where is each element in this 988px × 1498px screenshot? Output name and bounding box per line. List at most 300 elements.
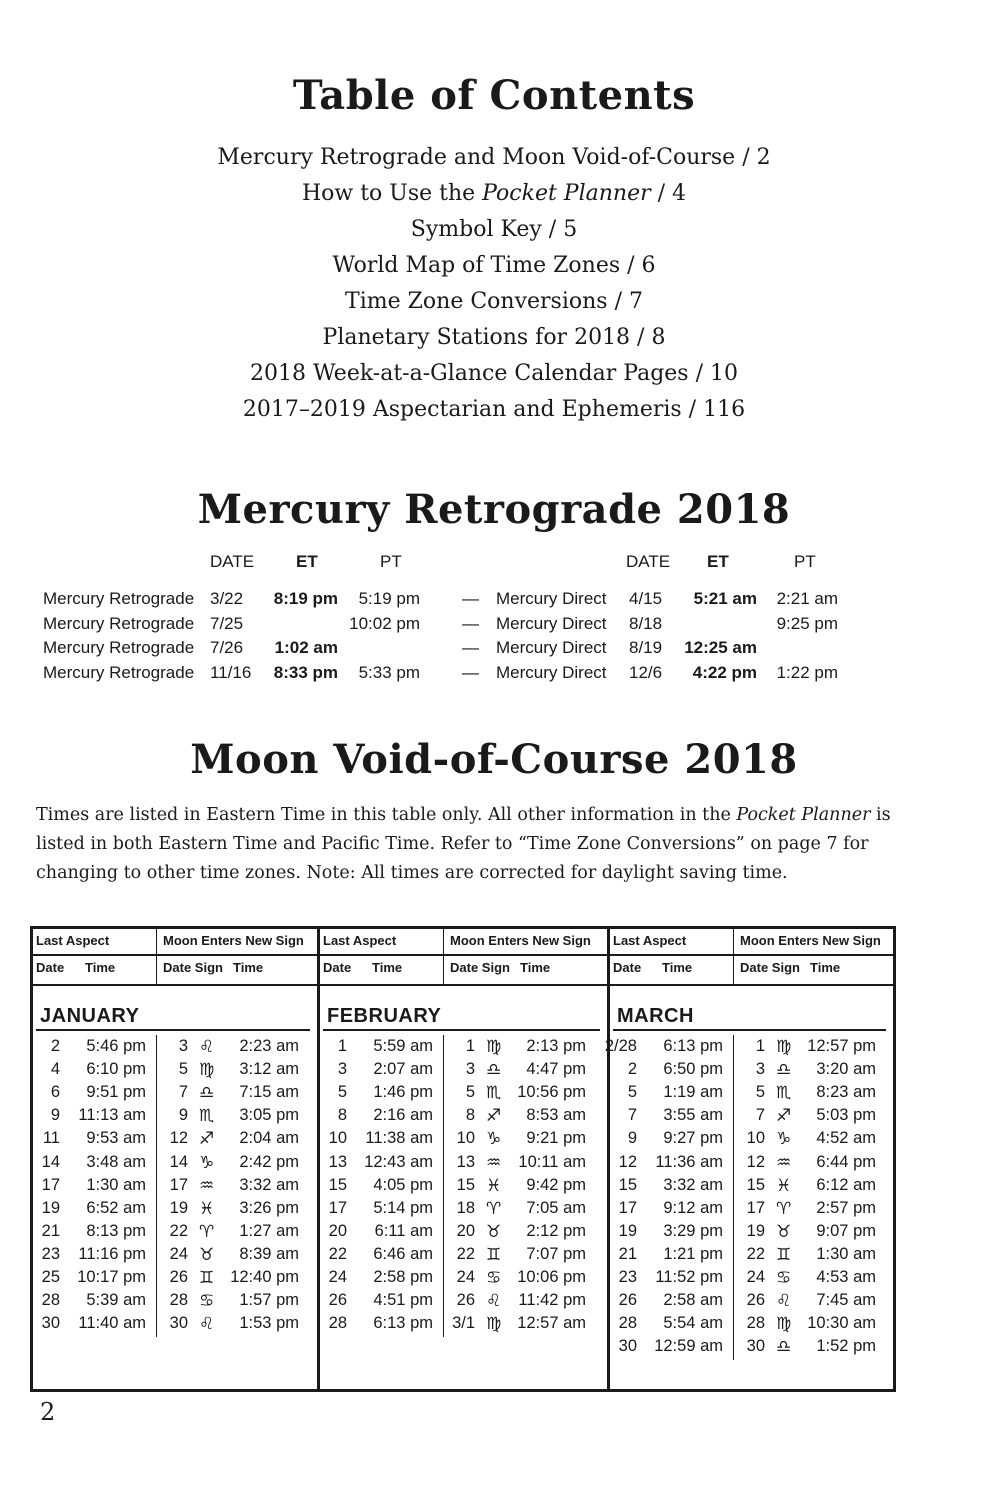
last-aspect-date: 9 bbox=[50, 1106, 60, 1125]
enter-date: 3 bbox=[755, 1060, 765, 1079]
enter-time: 10:56 pm bbox=[517, 1083, 586, 1102]
month-underline bbox=[323, 1029, 600, 1031]
enter-date: 12 bbox=[169, 1129, 188, 1148]
mercury-header-et: ET bbox=[296, 552, 318, 571]
header-inner-separator bbox=[156, 929, 157, 984]
month-name: JANUARY bbox=[40, 1005, 140, 1027]
last-aspect-date: 6 bbox=[50, 1083, 60, 1102]
last-aspect-time: 10:17 pm bbox=[77, 1268, 146, 1286]
voc-row bbox=[320, 1222, 600, 1245]
moon-intro-em: Pocket Planner bbox=[736, 805, 871, 825]
last-aspect-date: 7 bbox=[627, 1106, 637, 1125]
last-aspect-time: 11:40 am bbox=[78, 1314, 146, 1333]
moon-title: Moon Void-of-Course 2018 bbox=[190, 736, 798, 783]
aries-icon: ♈︎ bbox=[776, 1198, 792, 1219]
last-aspect-time: 12:59 am bbox=[654, 1337, 723, 1356]
toc-entry[interactable]: World Map of Time Zones / 6 bbox=[332, 253, 656, 278]
mercury-cell-r-label: Mercury Retrograde bbox=[43, 638, 195, 658]
mercury-title: Mercury Retrograde 2018 bbox=[197, 486, 791, 533]
month-underline bbox=[36, 1029, 310, 1031]
enter-time: 3:32 am bbox=[239, 1175, 299, 1194]
voc-row bbox=[610, 1083, 890, 1106]
enter-time: 1:30 am bbox=[816, 1244, 876, 1263]
page-number: 2 bbox=[40, 1398, 56, 1426]
leo-icon: ♌︎ bbox=[199, 1314, 215, 1335]
enter-date: 5 bbox=[178, 1060, 188, 1079]
enter-date: 28 bbox=[169, 1291, 188, 1310]
voc-row bbox=[610, 1268, 890, 1291]
enter-date: 1 bbox=[465, 1037, 475, 1055]
toc-entry-post: / 4 bbox=[650, 181, 687, 206]
header-time: Time bbox=[662, 960, 693, 975]
voc-row bbox=[610, 1199, 890, 1222]
last-aspect-date: 21 bbox=[41, 1221, 60, 1240]
last-aspect-date: 17 bbox=[328, 1198, 347, 1217]
enter-date: 22 bbox=[169, 1221, 188, 1240]
mercury-header-pt: PT bbox=[380, 552, 402, 571]
last-aspect-time: 11:52 pm bbox=[655, 1268, 723, 1286]
month-underline bbox=[613, 1029, 886, 1031]
last-aspect-time: 3:29 pm bbox=[663, 1221, 723, 1240]
pisces-icon: ♓︎ bbox=[486, 1175, 502, 1196]
last-aspect-date: 28 bbox=[328, 1314, 347, 1333]
enter-date: 17 bbox=[746, 1198, 765, 1217]
libra-icon: ♎︎ bbox=[776, 1337, 792, 1358]
mercury-cell-d-date: 8/18 bbox=[629, 613, 663, 633]
enter-time: 5:03 pm bbox=[816, 1106, 876, 1125]
enter-time: 4:47 pm bbox=[526, 1060, 586, 1079]
last-aspect-date: 9 bbox=[627, 1129, 637, 1148]
mercury-cell-r-date: 3/22 bbox=[210, 589, 244, 608]
enter-date: 19 bbox=[169, 1198, 188, 1217]
mercury-row bbox=[0, 638, 988, 662]
enter-date: 5 bbox=[755, 1083, 765, 1102]
voc-row bbox=[33, 1176, 313, 1199]
enter-time: 7:45 am bbox=[816, 1291, 876, 1310]
voc-row bbox=[33, 1245, 313, 1268]
header-date-sign: Date Sign bbox=[450, 960, 510, 975]
enter-time: 3:26 pm bbox=[239, 1198, 299, 1217]
enter-date: 3/1 bbox=[452, 1314, 475, 1333]
enter-date: 14 bbox=[169, 1152, 188, 1171]
enter-time: 10:11 am bbox=[518, 1152, 586, 1171]
enter-time: 1:27 am bbox=[239, 1221, 299, 1240]
enter-date: 10 bbox=[456, 1129, 475, 1148]
enter-date: 3 bbox=[465, 1060, 475, 1079]
header-moon-enters: Moon Enters New Sign bbox=[740, 933, 881, 948]
leo-icon: ♌︎ bbox=[776, 1291, 792, 1312]
enter-time: 9:21 pm bbox=[526, 1129, 586, 1148]
enter-date: 22 bbox=[456, 1244, 475, 1263]
capricorn-icon: ♑︎ bbox=[776, 1129, 792, 1150]
last-aspect-time: 6:13 pm bbox=[663, 1037, 723, 1055]
last-aspect-date: 10 bbox=[328, 1129, 347, 1148]
last-aspect-date: 15 bbox=[328, 1175, 347, 1194]
capricorn-icon: ♑︎ bbox=[199, 1152, 215, 1173]
enter-time: 8:39 am bbox=[239, 1244, 299, 1263]
last-aspect-time: 9:53 am bbox=[86, 1129, 146, 1148]
last-aspect-time: 5:59 am bbox=[373, 1037, 433, 1055]
mercury-cell-d-et: 5:21 am bbox=[693, 589, 757, 608]
last-aspect-time: 3:55 am bbox=[663, 1106, 723, 1125]
voc-row bbox=[320, 1083, 600, 1106]
enter-date: 22 bbox=[746, 1244, 765, 1263]
void-of-course-table bbox=[30, 926, 896, 1392]
toc-entry[interactable]: 2018 Week-at-a-Glance Calendar Pages / 10 bbox=[250, 361, 738, 386]
voc-row bbox=[610, 1291, 890, 1314]
header-date: Date bbox=[36, 960, 65, 975]
leo-icon: ♌︎ bbox=[199, 1037, 215, 1057]
header-time: Time bbox=[520, 960, 551, 975]
enter-time: 4:53 am bbox=[816, 1268, 876, 1286]
last-aspect-date: 25 bbox=[41, 1268, 60, 1286]
last-aspect-date: 23 bbox=[41, 1244, 60, 1263]
last-aspect-time: 1:30 am bbox=[86, 1175, 146, 1194]
voc-row bbox=[610, 1337, 890, 1360]
gemini-icon: ♊︎ bbox=[486, 1244, 502, 1265]
scorpio-icon: ♏︎ bbox=[776, 1083, 792, 1104]
header-date-sign: Date Sign bbox=[163, 960, 223, 975]
enter-date: 9 bbox=[178, 1106, 188, 1125]
cancer-icon: ♋︎ bbox=[199, 1291, 215, 1312]
last-aspect-time: 4:05 pm bbox=[373, 1175, 433, 1194]
moon-intro bbox=[36, 801, 936, 888]
last-aspect-date: 5 bbox=[627, 1083, 637, 1102]
last-aspect-time: 4:51 pm bbox=[373, 1291, 433, 1310]
mercury-cell-d-label: Mercury Direct bbox=[496, 589, 607, 608]
last-aspect-date: 13 bbox=[328, 1152, 347, 1171]
scorpio-icon: ♏︎ bbox=[486, 1083, 502, 1104]
voc-row bbox=[320, 1129, 600, 1152]
enter-time: 2:04 am bbox=[239, 1129, 299, 1148]
enter-time: 3:12 am bbox=[239, 1060, 299, 1079]
enter-time: 7:15 am bbox=[239, 1083, 299, 1102]
toc-entry-pre: How to Use the bbox=[301, 181, 483, 206]
enter-time: 8:53 am bbox=[526, 1106, 586, 1125]
header-time: Time bbox=[85, 960, 116, 975]
last-aspect-time: 6:52 am bbox=[86, 1198, 146, 1217]
last-aspect-date: 12 bbox=[618, 1152, 637, 1171]
voc-row bbox=[33, 1106, 313, 1129]
enter-time: 3:20 am bbox=[816, 1060, 876, 1079]
last-aspect-time: 6:13 pm bbox=[373, 1314, 433, 1333]
mercury-cell-d-et: 12:25 am bbox=[684, 638, 757, 658]
libra-icon: ♎︎ bbox=[199, 1083, 215, 1104]
last-aspect-date: 8 bbox=[337, 1106, 347, 1125]
sagittarius-icon: ♐︎ bbox=[199, 1129, 215, 1150]
header-last-aspect: Last Aspect bbox=[36, 933, 110, 948]
header-time: Time bbox=[233, 960, 264, 975]
moon-intro-pre: Times are listed in Eastern Time in this table only. All other information in the bbox=[36, 805, 737, 825]
taurus-icon: ♉︎ bbox=[776, 1221, 792, 1242]
mercury-row bbox=[0, 614, 988, 638]
sagittarius-icon: ♐︎ bbox=[776, 1106, 792, 1127]
gemini-icon: ♊︎ bbox=[776, 1244, 792, 1265]
last-aspect-date: 22 bbox=[328, 1244, 347, 1263]
mercury-header-pt: PT bbox=[794, 552, 816, 571]
enter-date: 5 bbox=[465, 1083, 475, 1102]
last-aspect-date: 21 bbox=[618, 1244, 637, 1263]
last-aspect-date: 26 bbox=[618, 1291, 637, 1310]
enter-date: 26 bbox=[456, 1291, 475, 1310]
voc-row bbox=[610, 1153, 890, 1176]
enter-time: 11:42 pm bbox=[518, 1291, 586, 1310]
enter-time: 8:23 am bbox=[816, 1083, 876, 1102]
enter-time: 6:44 pm bbox=[816, 1152, 876, 1171]
mercury-row bbox=[0, 589, 988, 613]
toc-entry[interactable]: Planetary Stations for 2018 / 8 bbox=[322, 325, 666, 350]
enter-date: 18 bbox=[456, 1198, 475, 1217]
enter-date: 15 bbox=[456, 1175, 475, 1194]
header-date-sign: Date Sign bbox=[740, 960, 800, 975]
libra-icon: ♎︎ bbox=[776, 1060, 792, 1081]
enter-time: 12:57 pm bbox=[807, 1037, 876, 1055]
last-aspect-time: 3:48 am bbox=[86, 1152, 146, 1171]
last-aspect-date: 26 bbox=[328, 1291, 347, 1310]
voc-row bbox=[320, 1291, 600, 1314]
last-aspect-date: 2/28 bbox=[604, 1037, 637, 1055]
mercury-cell-dash: — bbox=[462, 663, 479, 683]
header-last-aspect: Last Aspect bbox=[323, 933, 397, 948]
enter-time: 1:53 pm bbox=[239, 1314, 299, 1333]
enter-date: 28 bbox=[746, 1314, 765, 1333]
enter-date: 26 bbox=[746, 1291, 765, 1310]
mercury-cell-d-label: Mercury Direct bbox=[496, 663, 607, 683]
mercury-cell-r-et: 1:02 am bbox=[274, 638, 338, 658]
voc-row bbox=[33, 1291, 313, 1314]
enter-time: 1:52 pm bbox=[816, 1337, 876, 1356]
aries-icon: ♈︎ bbox=[199, 1221, 215, 1242]
scorpio-icon: ♏︎ bbox=[199, 1106, 215, 1127]
virgo-icon: ♍︎ bbox=[776, 1314, 792, 1335]
leo-icon: ♌︎ bbox=[486, 1291, 502, 1312]
enter-time: 3:05 pm bbox=[239, 1106, 299, 1125]
mercury-cell-r-date: 11/16 bbox=[210, 663, 252, 683]
last-aspect-date: 2 bbox=[627, 1060, 637, 1079]
enter-date: 7 bbox=[755, 1106, 765, 1125]
last-aspect-date: 17 bbox=[41, 1175, 60, 1194]
voc-row bbox=[604, 1037, 890, 1060]
last-aspect-date: 4 bbox=[50, 1060, 60, 1079]
mercury-cell-dash: — bbox=[462, 589, 479, 608]
enter-date: 20 bbox=[456, 1221, 475, 1240]
taurus-icon: ♉︎ bbox=[199, 1244, 215, 1265]
header-time: Time bbox=[810, 960, 841, 975]
last-aspect-time: 2:58 pm bbox=[373, 1268, 433, 1286]
enter-time: 2:57 pm bbox=[816, 1198, 876, 1217]
last-aspect-time: 9:27 pm bbox=[663, 1129, 723, 1148]
virgo-icon: ♍︎ bbox=[486, 1314, 502, 1335]
moon-intro-post: is listed in both Eastern Time and Pacific Time. Refer to “Time Zone Conversions” on page 7 for changing to other time zones. Note: All times are corrected for daylight saving time. bbox=[36, 805, 891, 883]
header-inner-separator bbox=[733, 929, 734, 984]
last-aspect-date: 19 bbox=[41, 1198, 60, 1217]
voc-row bbox=[33, 1199, 313, 1222]
last-aspect-time: 6:50 pm bbox=[663, 1060, 723, 1079]
last-aspect-time: 6:10 pm bbox=[86, 1060, 146, 1079]
voc-row bbox=[33, 1037, 313, 1060]
header-date: Date bbox=[323, 960, 352, 975]
gemini-icon: ♊︎ bbox=[199, 1268, 215, 1288]
enter-date: 3 bbox=[178, 1037, 188, 1055]
mercury-row bbox=[0, 663, 988, 687]
enter-time: 9:42 pm bbox=[526, 1175, 586, 1194]
last-aspect-time: 3:32 am bbox=[663, 1175, 723, 1194]
enter-date: 12 bbox=[746, 1152, 765, 1171]
mercury-cell-d-label: Mercury Direct bbox=[496, 613, 607, 633]
mercury-cell-d-pt: 9:25 pm bbox=[776, 613, 838, 633]
voc-row bbox=[610, 1129, 890, 1152]
last-aspect-date: 17 bbox=[618, 1198, 637, 1217]
enter-time: 2:13 pm bbox=[526, 1037, 586, 1055]
voc-row bbox=[33, 1268, 313, 1291]
enter-date: 7 bbox=[178, 1083, 188, 1102]
header-date: Date bbox=[613, 960, 642, 975]
enter-time: 10:30 am bbox=[807, 1314, 876, 1333]
capricorn-icon: ♑︎ bbox=[486, 1129, 502, 1150]
toc-list bbox=[0, 140, 988, 428]
toc-entry[interactable] bbox=[0, 176, 988, 212]
enter-date: 24 bbox=[456, 1268, 475, 1286]
voc-row bbox=[320, 1245, 600, 1268]
enter-time: 4:52 am bbox=[816, 1129, 876, 1148]
last-aspect-time: 2:16 am bbox=[373, 1106, 433, 1125]
toc-entry[interactable]: 2017–2019 Aspectarian and Ephemeris / 116 bbox=[242, 397, 746, 422]
mercury-cell-r-pt: 10:02 pm bbox=[349, 613, 420, 633]
voc-row bbox=[610, 1245, 890, 1268]
last-aspect-date: 28 bbox=[41, 1291, 60, 1310]
last-aspect-time: 9:12 am bbox=[663, 1198, 723, 1217]
mercury-cell-d-pt: 1:22 pm bbox=[776, 663, 838, 683]
mercury-cell-r-date: 7/25 bbox=[210, 613, 244, 633]
last-aspect-date: 1 bbox=[337, 1037, 347, 1055]
month-name: FEBRUARY bbox=[327, 1005, 442, 1027]
voc-row bbox=[610, 1314, 890, 1337]
last-aspect-date: 19 bbox=[618, 1221, 637, 1240]
header-rule bbox=[33, 954, 893, 956]
mercury-cell-r-pt: 5:33 pm bbox=[358, 663, 420, 683]
last-aspect-date: 2 bbox=[50, 1037, 60, 1055]
last-aspect-date: 28 bbox=[618, 1314, 637, 1333]
mercury-cell-d-label: Mercury Direct bbox=[496, 638, 607, 658]
last-aspect-date: 14 bbox=[41, 1152, 60, 1171]
last-aspect-date: 30 bbox=[41, 1314, 60, 1333]
aquarius-icon: ♒︎ bbox=[486, 1152, 502, 1173]
last-aspect-time: 5:46 pm bbox=[86, 1037, 146, 1055]
toc-entry-em: Pocket Planner bbox=[482, 181, 651, 206]
sagittarius-icon: ♐︎ bbox=[486, 1106, 502, 1127]
enter-time: 2:23 am bbox=[239, 1037, 299, 1055]
last-aspect-date: 23 bbox=[618, 1268, 637, 1286]
mercury-cell-d-et: 4:22 pm bbox=[692, 663, 757, 683]
enter-time: 2:42 pm bbox=[239, 1152, 299, 1171]
mercury-cell-d-date: 12/6 bbox=[629, 663, 663, 683]
mercury-cell-r-pt: 5:19 pm bbox=[358, 589, 420, 608]
voc-row bbox=[33, 1153, 313, 1176]
last-aspect-time: 6:46 am bbox=[373, 1244, 433, 1263]
last-aspect-time: 11:16 pm bbox=[78, 1244, 146, 1263]
last-aspect-date: 20 bbox=[328, 1221, 347, 1240]
enter-date: 17 bbox=[169, 1175, 188, 1194]
last-aspect-time: 2:58 am bbox=[663, 1291, 723, 1310]
voc-row bbox=[33, 1083, 313, 1106]
last-aspect-date: 5 bbox=[337, 1083, 347, 1102]
voc-row bbox=[320, 1268, 600, 1291]
enter-time: 7:05 am bbox=[526, 1198, 586, 1217]
enter-time: 6:12 am bbox=[816, 1175, 876, 1194]
header-inner-separator bbox=[443, 929, 444, 984]
last-aspect-time: 11:36 am bbox=[655, 1152, 723, 1171]
aquarius-icon: ♒︎ bbox=[776, 1152, 792, 1173]
last-aspect-time: 8:13 pm bbox=[86, 1221, 146, 1240]
voc-row bbox=[33, 1060, 313, 1083]
last-aspect-time: 1:21 pm bbox=[663, 1244, 723, 1263]
voc-row bbox=[320, 1199, 600, 1222]
mercury-header-date: DATE bbox=[626, 552, 671, 571]
voc-row bbox=[610, 1176, 890, 1199]
mercury-header-et: ET bbox=[707, 552, 729, 571]
enter-date: 1 bbox=[755, 1037, 765, 1055]
toc-title: Table of Contents bbox=[292, 72, 696, 119]
voc-row bbox=[33, 1314, 313, 1337]
header-moon-enters: Moon Enters New Sign bbox=[450, 933, 591, 948]
header-moon-enters: Moon Enters New Sign bbox=[163, 933, 304, 948]
mercury-cell-dash: — bbox=[462, 613, 479, 633]
voc-row bbox=[320, 1060, 600, 1083]
voc-row bbox=[33, 1222, 313, 1245]
enter-date: 30 bbox=[169, 1314, 188, 1333]
last-aspect-time: 5:14 pm bbox=[373, 1198, 433, 1217]
voc-row bbox=[320, 1037, 600, 1060]
last-aspect-time: 6:11 am bbox=[374, 1221, 433, 1240]
enter-time: 7:07 pm bbox=[526, 1244, 586, 1263]
enter-date: 15 bbox=[746, 1175, 765, 1194]
last-aspect-time: 11:38 am bbox=[365, 1129, 433, 1148]
mercury-cell-r-et: 8:19 pm bbox=[273, 589, 338, 608]
toc-entry[interactable]: Time Zone Conversions / 7 bbox=[345, 289, 643, 314]
voc-row bbox=[610, 1106, 890, 1129]
header-time: Time bbox=[372, 960, 403, 975]
virgo-icon: ♍︎ bbox=[776, 1037, 792, 1057]
aquarius-icon: ♒︎ bbox=[199, 1175, 215, 1196]
mercury-cell-d-date: 8/19 bbox=[629, 638, 663, 658]
last-aspect-date: 24 bbox=[328, 1268, 347, 1286]
virgo-icon: ♍︎ bbox=[199, 1060, 215, 1081]
enter-time: 9:07 pm bbox=[816, 1221, 876, 1240]
voc-row bbox=[610, 1060, 890, 1083]
last-aspect-date: 3 bbox=[337, 1060, 347, 1079]
mercury-cell-r-date: 7/26 bbox=[210, 638, 244, 658]
enter-time: 12:57 am bbox=[517, 1314, 586, 1333]
mercury-header-date: DATE bbox=[210, 552, 255, 571]
last-aspect-date: 11 bbox=[42, 1129, 60, 1148]
last-aspect-time: 5:39 am bbox=[86, 1291, 146, 1310]
voc-row bbox=[320, 1153, 600, 1176]
enter-time: 1:57 pm bbox=[239, 1291, 299, 1310]
pisces-icon: ♓︎ bbox=[776, 1175, 792, 1196]
aries-icon: ♈︎ bbox=[486, 1198, 502, 1219]
mercury-cell-r-et: 8:33 pm bbox=[273, 663, 338, 683]
last-aspect-time: 1:46 pm bbox=[373, 1083, 433, 1102]
mercury-cell-dash: — bbox=[462, 638, 479, 658]
month-name: MARCH bbox=[617, 1005, 694, 1027]
enter-date: 19 bbox=[746, 1221, 765, 1240]
toc-entry[interactable]: Mercury Retrograde and Moon Void-of-Course / 2 bbox=[217, 145, 771, 170]
last-aspect-time: 2:07 am bbox=[373, 1060, 433, 1079]
taurus-icon: ♉︎ bbox=[486, 1221, 502, 1242]
header-last-aspect: Last Aspect bbox=[613, 933, 687, 948]
enter-date: 24 bbox=[746, 1268, 765, 1286]
toc-entry[interactable]: Symbol Key / 5 bbox=[410, 217, 578, 242]
